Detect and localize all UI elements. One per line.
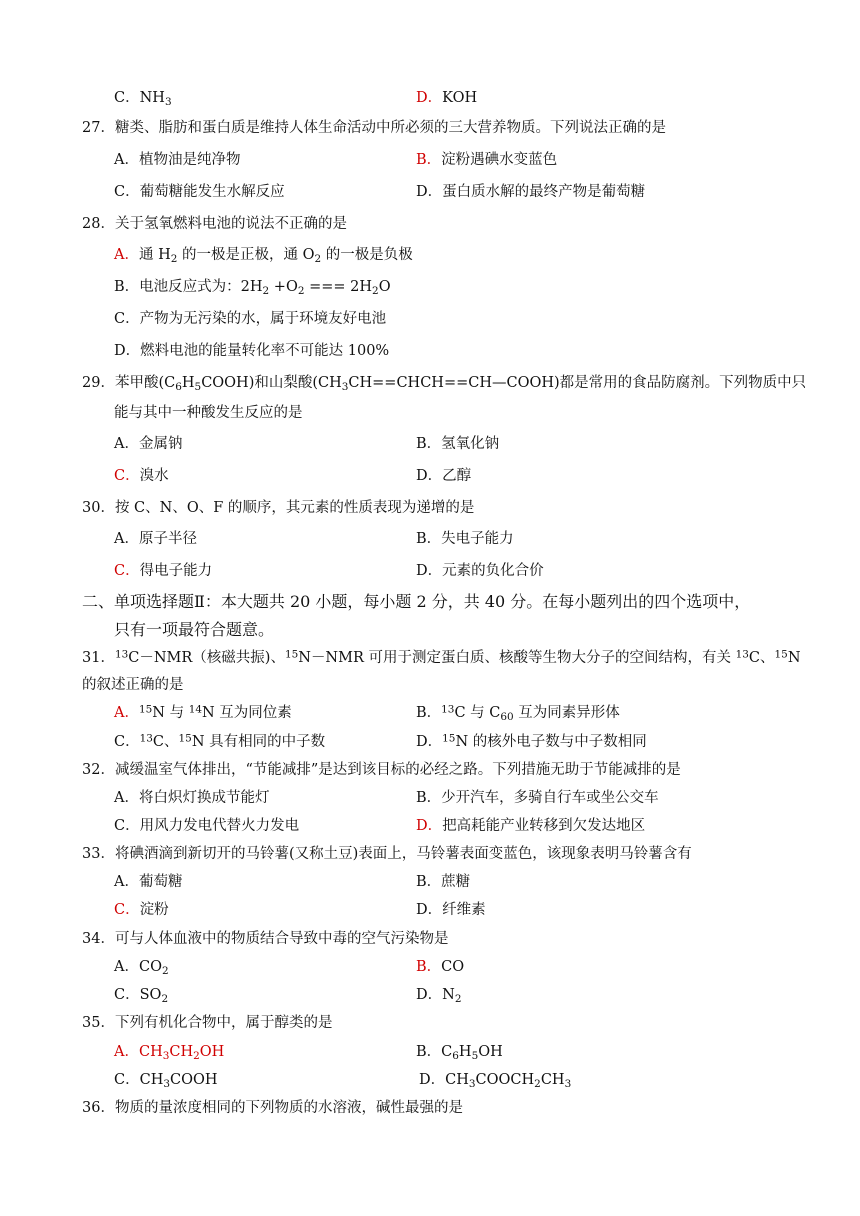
- q35-option-a: A．$CH_3CH_2OH$: [114, 1044, 225, 1063]
- q34-option-c: C．$SO_2$: [114, 987, 169, 1006]
- q34-option-a: A．$CO_2$: [114, 959, 169, 978]
- q28-option-b: B．电池反应式为：$2H_2 +O_2$ === $2H_2O$: [114, 279, 391, 298]
- q31-option-a: A．$^{15}$N 与 $^{14}$N 互为同位素: [114, 703, 292, 721]
- q28-option-c: C．产物为无污染的水，属于环境友好电池: [114, 311, 387, 327]
- q33-option-a: A．葡萄糖: [114, 874, 183, 890]
- q26-option-d: D．KOH: [416, 90, 478, 106]
- q28-stem: 28．关于氢氧燃料电池的说法不正确的是: [82, 216, 347, 232]
- q33-option-b: B．蔗糖: [416, 874, 471, 890]
- q33-option-d: D．纤维素: [416, 902, 486, 918]
- q31-option-b: B．$^{13}$C 与 $C_{60}$ 互为同素异形体: [416, 703, 620, 724]
- q29-option-c: C．溴水: [114, 468, 169, 484]
- q35-stem: 35．下列有机化合物中，属于醇类的是: [82, 1015, 333, 1031]
- q27-option-c: C．葡萄糖能发生水解反应: [114, 184, 285, 200]
- q27-option-a: A．植物油是纯净物: [114, 152, 241, 168]
- q36-stem: 36．物质的量浓度相同的下列物质的水溶液，碱性最强的是: [82, 1100, 463, 1116]
- q31-stem-continued: 的叙述正确的是: [82, 677, 184, 693]
- q29-option-d: D．乙醇: [416, 468, 472, 484]
- section-heading-continued: 只有一项最符合题意。: [114, 620, 275, 639]
- q35-option-c: C．$CH_3COOH$: [114, 1072, 218, 1091]
- q32-stem: 32．减缓温室气体排出，“节能减排”是达到该目标的必经之路。下列措施无助于节能减排的是: [82, 762, 681, 778]
- q28-option-d: D．燃料电池的能量转化率不可能达 100%: [114, 343, 390, 359]
- q30-option-c: C．得电子能力: [114, 563, 213, 579]
- q29-option-b: B．氢氧化钠: [416, 436, 500, 452]
- q30-stem: 30．按 C、N、O、F 的顺序，其元素的性质表现为递增的是: [82, 500, 475, 516]
- q31-stem: 31．$^{13}$C－NMR（核磁共振)、$^{15}$N－NMR 可用于测定蛋白质、核酸等生物大分子的空间结构，有关 $^{13}$C、$^{15}$N: [82, 648, 801, 666]
- q27-option-b: B．淀粉遇碘水变蓝色: [416, 152, 558, 168]
- q33-option-c: C．淀粉: [114, 902, 169, 918]
- q32-option-c: C．用风力发电代替火力发电: [114, 818, 300, 834]
- q34-option-b: B．CO: [416, 959, 465, 975]
- q32-option-a: A．将白炽灯换成节能灯: [114, 790, 270, 806]
- q27-stem: 27．糖类、脂肪和蛋白质是维持人体生命活动中所必须的三大营养物质。下列说法正确的是: [82, 120, 666, 136]
- section-heading: 二、单项选择题Ⅱ：本大题共 20 小题，每小题 2 分，共 40 分。在每小题列出的四个选项中，: [82, 592, 751, 611]
- q28-option-a: A．通 $H_2$ 的一极是正极，通 $O_2$ 的一极是负极: [114, 247, 413, 266]
- q29-stem-continued: 能与其中一种酸发生反应的是: [114, 405, 303, 421]
- q31-option-d: D．$^{15}$N 的核外电子数与中子数相同: [416, 732, 647, 750]
- q29-option-a: A．金属钠: [114, 436, 183, 452]
- q26-option-c: C．$NH_3$: [114, 90, 172, 109]
- q32-option-d: D．把高耗能产业转移到欠发达地区: [416, 818, 646, 834]
- q35-option-b: B．$C_6H_5OH$: [416, 1044, 503, 1063]
- q33-stem: 33．将碘酒滴到新切开的马铃薯(又称土豆)表面上，马铃薯表面变蓝色，该现象表明马铃薯含有: [82, 846, 692, 862]
- q34-stem: 34．可与人体血液中的物质结合导致中毒的空气污染物是: [82, 931, 449, 947]
- q32-option-b: B．少开汽车，多骑自行车或坐公交车: [416, 790, 659, 806]
- q27-option-d: D．蛋白质水解的最终产物是葡萄糖: [416, 184, 646, 200]
- q30-option-b: B．失电子能力: [416, 531, 514, 547]
- q30-option-d: D．元素的负化合价: [416, 563, 544, 579]
- q35-option-d: D．$CH_3COOCH_2CH_3$: [419, 1072, 572, 1091]
- q31-option-c: C．$^{13}$C、$^{15}$N 具有相同的中子数: [114, 732, 326, 750]
- q30-option-a: A．原子半径: [114, 531, 197, 547]
- q34-option-d: D．$N_2$: [416, 987, 462, 1006]
- q29-stem: 29．苯甲酸$(C_6H_5COOH)$和山梨酸$(CH_3CH==CHCH==CH—COOH)$都是常用的食品防腐剂。下列物质中只: [82, 375, 807, 394]
